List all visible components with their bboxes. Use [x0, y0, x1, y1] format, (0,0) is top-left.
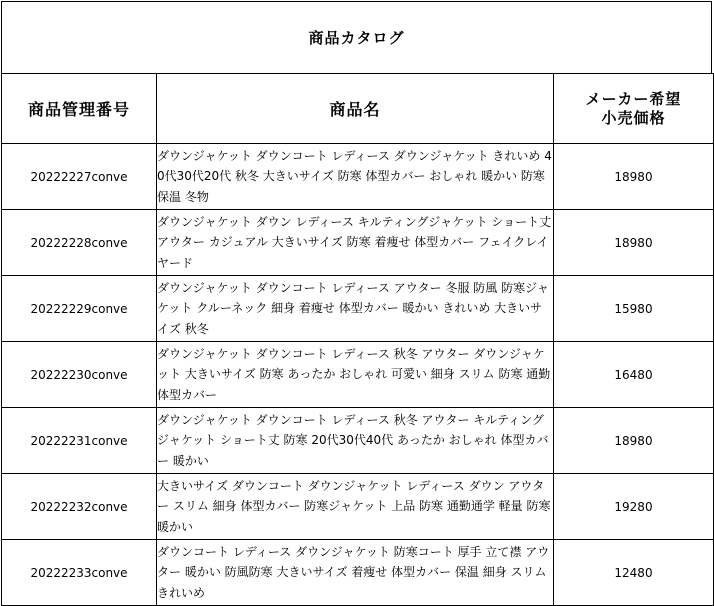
table-row [2, 210, 714, 276]
product-name-cell: ダウンジャケット ダウンコート レディース 秋冬 アウター ダウンジャケット 大きいサイズ 防寒 あったか おしゃれ 可愛い 細身 スリム 防寒 通勤 体型カバー [157, 342, 554, 408]
product-code-cell: 20222229conve [2, 276, 157, 342]
product-code-cell: 20222233conve [2, 540, 157, 606]
header-product-name: 商品名 [157, 74, 554, 144]
catalog-title: 商品カタログ [1, 1, 712, 74]
product-name-cell: 大きいサイズ ダウンコート ダウンジャケット レディース ダウン アウター スリム 細身 体型カバー 防寒ジャケット 上品 防寒 通勤通学 軽量 防寒 暖かい [157, 474, 554, 540]
retail-price-cell: 18980 [554, 210, 714, 276]
product-code-cell: 20222231conve [2, 408, 157, 474]
retail-price-cell: 12480 [554, 540, 714, 606]
product-name-cell: ダウンジャケット ダウン レディース キルティングジャケット ショート丈 アウター カジュアル 大きいサイズ 防寒 着痩せ 体型カバー フェイクレイヤード [157, 210, 554, 276]
retail-price-cell: 18980 [554, 408, 714, 474]
catalog-table [1, 73, 714, 606]
table-row [2, 276, 714, 342]
product-code-cell: 20222232conve [2, 474, 157, 540]
table-row [2, 540, 714, 606]
table-row [2, 144, 714, 210]
product-code-cell: 20222228conve [2, 210, 157, 276]
header-price-line1: メーカー希望 [585, 89, 682, 108]
table-row [2, 474, 714, 540]
product-code-cell: 20222230conve [2, 342, 157, 408]
product-name-cell: ダウンジャケット ダウンコート レディース アウター 冬服 防風 防寒ジャケット クルーネック 細身 着痩せ 体型カバー 暖かい きれいめ 大きいサイズ 秋冬 [157, 276, 554, 342]
header-retail-price [554, 74, 714, 144]
product-name-cell: ダウンコート レディース ダウンジャケット 防寒コート 厚手 立て襟 アウター 暖かい 防風防寒 大きいサイズ 着痩せ 体型カバー 保温 細身 スリム きれいめ [157, 540, 554, 606]
retail-price-cell: 19280 [554, 474, 714, 540]
product-name-cell: ダウンジャケット ダウンコート レディース 秋冬 アウター キルティングジャケット ショート丈 防寒 20代30代40代 あったか おしゃれ 体型カバー 暖かい [157, 408, 554, 474]
retail-price-cell: 18980 [554, 144, 714, 210]
product-name-cell: ダウンジャケット ダウンコート レディース ダウンジャケット きれいめ 40代30代20代 秋冬 大きいサイズ 防寒 体型カバー おしゃれ 暖かい 防寒保温 冬物 [157, 144, 554, 210]
table-row [2, 342, 714, 408]
table-row [2, 408, 714, 474]
product-code-cell: 20222227conve [2, 144, 157, 210]
retail-price-cell: 16480 [554, 342, 714, 408]
header-price-line2: 小売価格 [601, 108, 666, 127]
header-row [2, 74, 714, 144]
retail-price-cell: 15980 [554, 276, 714, 342]
header-product-code: 商品管理番号 [2, 74, 157, 144]
